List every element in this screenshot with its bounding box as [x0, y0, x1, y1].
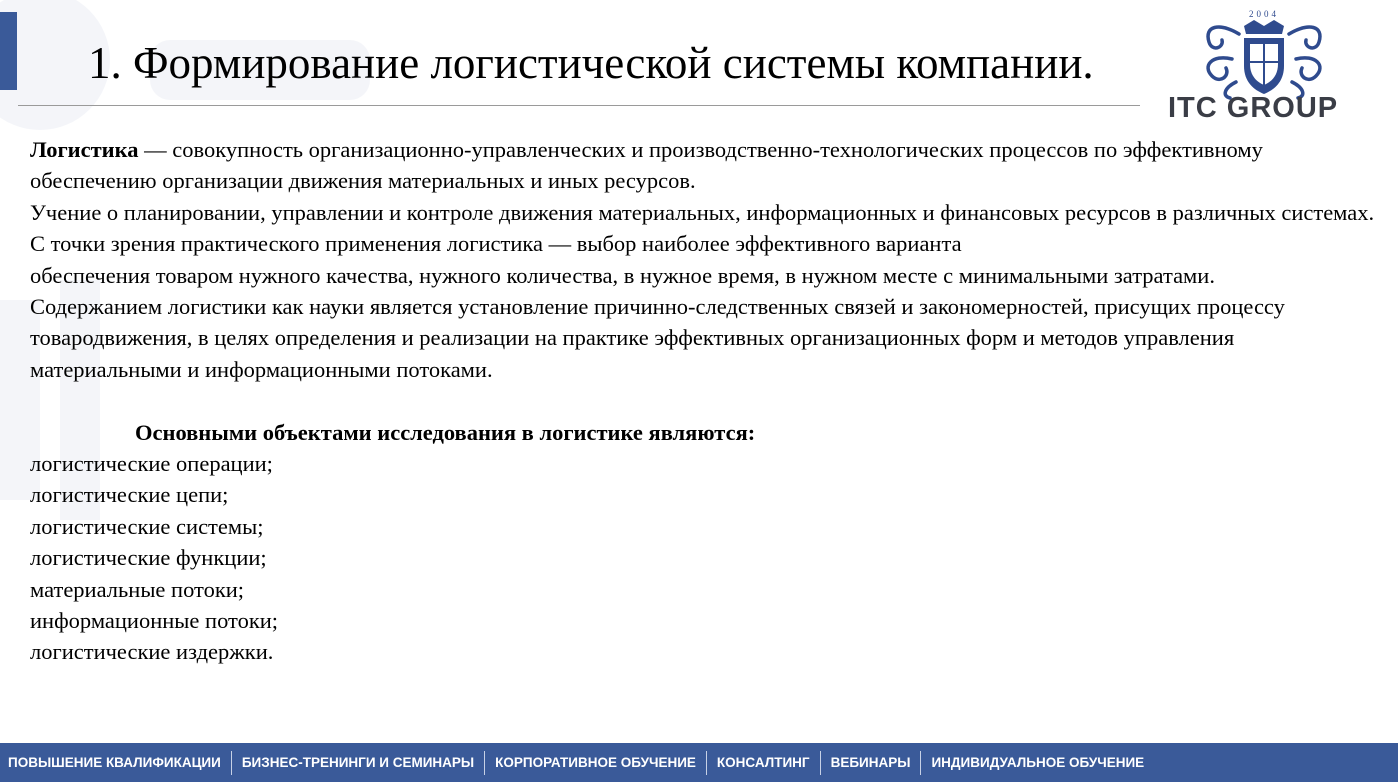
footer-link-trainings[interactable]: БИЗНЕС-ТРЕНИНГИ И СЕМИНАРЫ	[241, 755, 475, 770]
logo-year: 2004	[1249, 9, 1279, 19]
list-item: информационные потоки;	[30, 608, 279, 634]
blank-line	[30, 385, 1375, 416]
list-item: логистические системы;	[30, 513, 264, 539]
list-item: логистические цепи;	[30, 482, 229, 508]
footer-link-webinars[interactable]: ВЕБИНАРЫ	[830, 755, 911, 770]
footer-link-consulting[interactable]: КОНСАЛТИНГ	[716, 755, 810, 770]
left-accent-bar	[0, 12, 17, 90]
definition-paragraph	[30, 134, 1375, 197]
paragraph-planning: Учение о планировании, управлении и контроле движения материальных, информационных и финансовых ресурсов в различных системах.	[30, 199, 1375, 225]
paragraph-content: Содержанием логистики как науки является установление причинно-следственных связей и закономерностей, присущих процессу товародвижения, в целях определения и реализации на практике эффективных организационных форм и методов управления материальными и информационными потоками.	[30, 294, 1285, 382]
footer-link-corporate[interactable]: КОРПОРАТИВНОЕ ОБУЧЕНИЕ	[495, 755, 696, 770]
paragraph-practical: С точки зрения практического применения логистика — выбор наиболее эффективного варианта	[30, 231, 962, 257]
list-item: логистические функции;	[30, 545, 267, 571]
footer-link-qualification[interactable]: ПОВЫШЕНИЕ КВАЛИФИКАЦИИ	[8, 755, 221, 770]
definition-text: — совокупность организационно-управленческих и производственно-технологических процессов по эффективному обеспечению организации движения материальных и иных ресурсов.	[30, 137, 1263, 194]
definition-term: Логистика	[30, 137, 139, 162]
footer-link-individual[interactable]: ИНДИВИДУАЛЬНОЕ ОБУЧЕНИЕ	[931, 755, 1145, 770]
list-item: логистические издержки.	[30, 639, 274, 665]
paragraph-provision: обеспечения товаром нужного качества, нужного количества, в нужное время, в нужном месте с минимальными затратами.	[30, 262, 1215, 288]
objects-heading: Основными объектами исследования в логистике являются:	[135, 419, 756, 445]
slide-title: 1. Формирование логистической системы компании.	[88, 38, 1094, 88]
list-item: материальные потоки;	[30, 576, 245, 602]
slide-body	[30, 134, 1375, 668]
title-divider	[18, 105, 1140, 106]
footer-bar	[0, 743, 1398, 782]
list-item: логистические операции;	[30, 451, 273, 477]
objects-list	[30, 448, 1375, 668]
logo-brand-text: ITC GROUP	[1168, 92, 1339, 124]
